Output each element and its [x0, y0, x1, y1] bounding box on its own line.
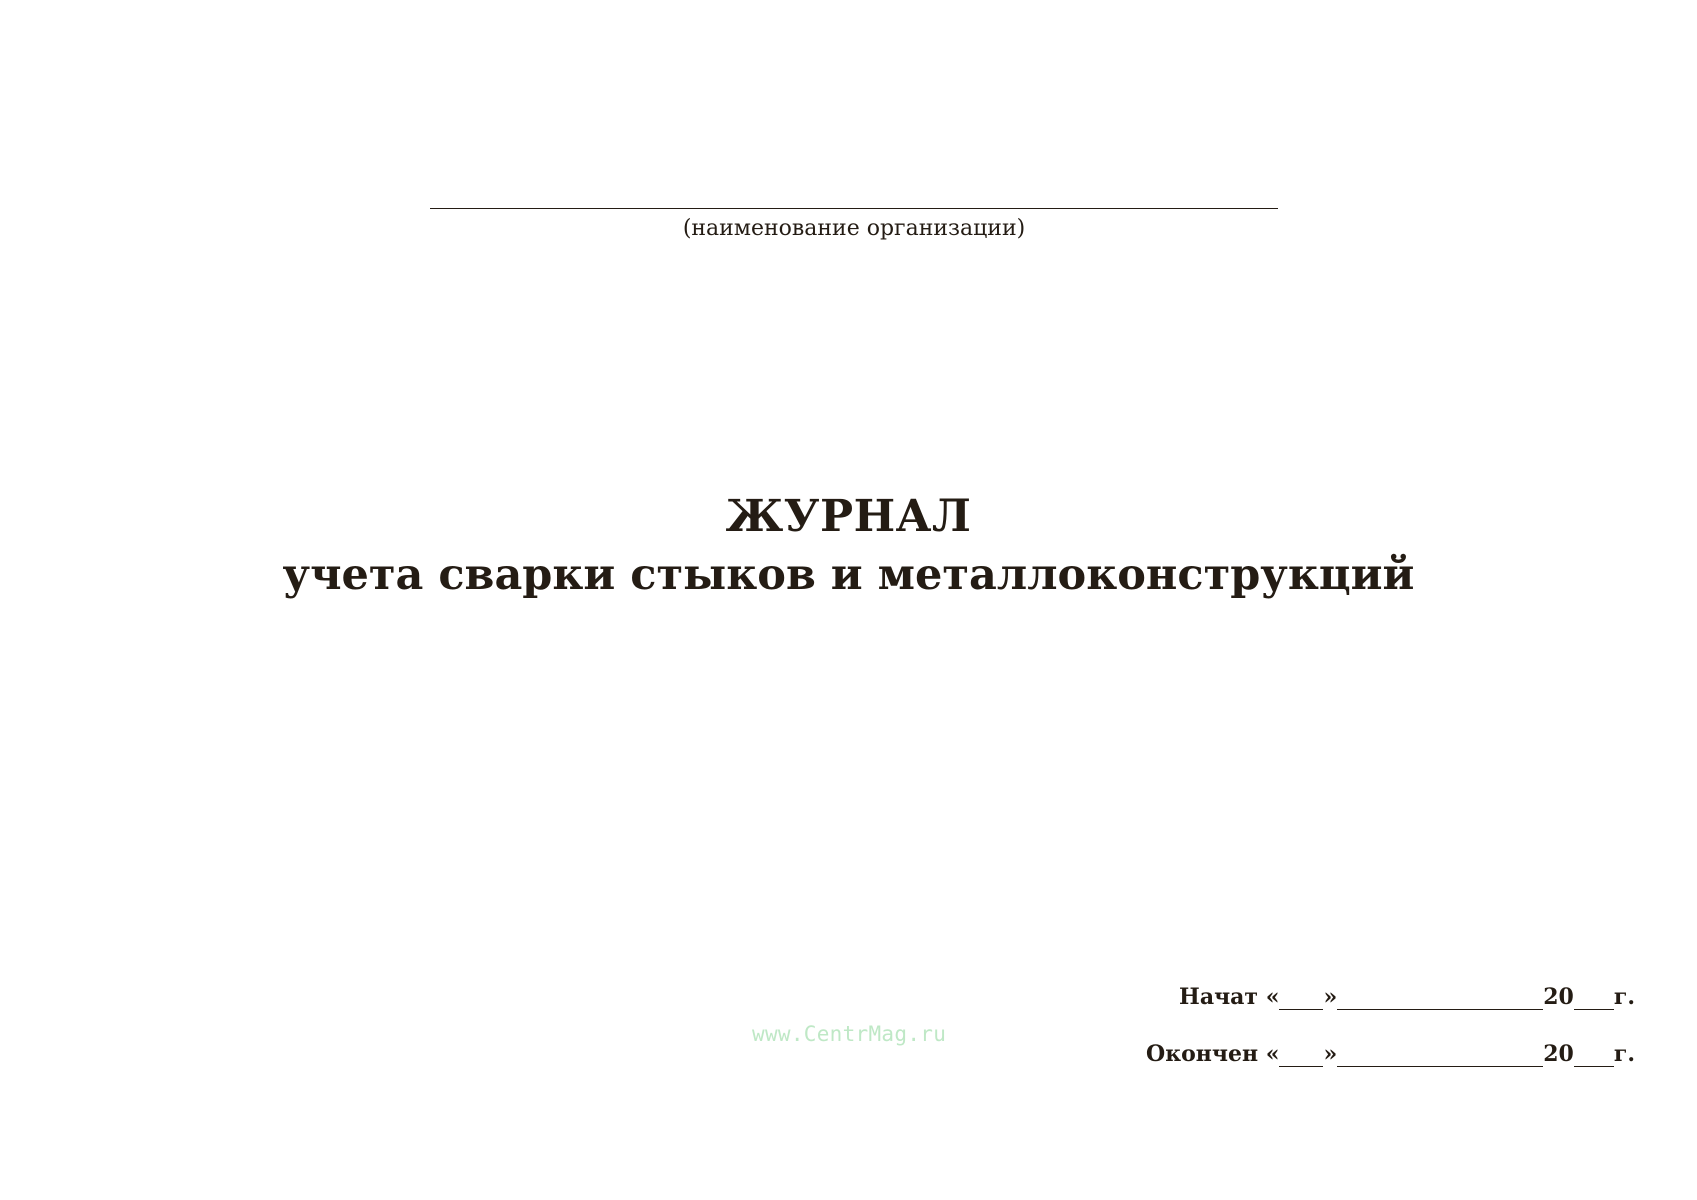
watermark: www.CentrMag.ru — [752, 1022, 947, 1046]
start-year-blank — [1574, 987, 1614, 1010]
end-close-quote: » — [1323, 1041, 1338, 1067]
start-year-suffix: г. — [1613, 984, 1635, 1010]
start-close-quote: » — [1323, 984, 1338, 1010]
start-date-label: Начат « — [1179, 984, 1280, 1010]
document-title — [0, 488, 1697, 604]
end-year-blank — [1574, 1044, 1614, 1067]
end-date-label: Окончен « — [1146, 1041, 1280, 1067]
dates-block — [1146, 980, 1635, 1094]
start-year-prefix: 20 — [1543, 984, 1574, 1010]
end-date-row — [1146, 1037, 1635, 1067]
start-date-row — [1146, 980, 1635, 1010]
title-subtitle: учета сварки стыков и металлоконструкций — [282, 550, 1415, 600]
end-year-prefix: 20 — [1543, 1041, 1574, 1067]
end-day-blank — [1279, 1044, 1323, 1067]
organization-name-line — [430, 180, 1278, 209]
title-main: ЖУРНАЛ — [725, 491, 972, 542]
organization-block — [430, 180, 1278, 243]
start-day-blank — [1279, 987, 1323, 1010]
start-month-blank — [1337, 987, 1543, 1010]
end-year-suffix: г. — [1613, 1041, 1635, 1067]
organization-caption: (наименование организации) — [682, 216, 1026, 241]
end-month-blank — [1337, 1044, 1543, 1067]
